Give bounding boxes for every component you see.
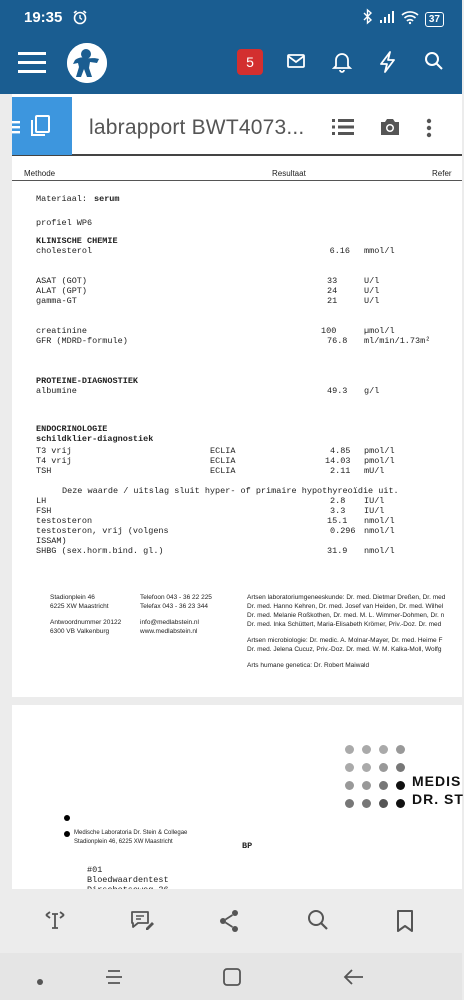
column-reference: Refer xyxy=(432,169,452,178)
document-page-2 xyxy=(12,705,462,905)
signal-icon xyxy=(379,10,395,29)
footer-micro-2: Dr. med. Jelena Cucuz, Priv.-Doz. Dr. med. W. M. Kalka-Moll, Wolfg xyxy=(247,646,442,653)
result-value: 0.296 xyxy=(330,526,356,536)
search-document-icon[interactable] xyxy=(307,909,329,936)
thyroid-note: Deze waarde / uitslag sluit hyper- of primaire hypothyreoïdie uit. xyxy=(62,486,399,496)
bell-icon[interactable] xyxy=(332,51,352,78)
wifi-icon xyxy=(401,10,419,29)
result-label: creatinine xyxy=(36,326,88,336)
document-title: labrapport BWT4073... xyxy=(89,116,305,139)
battery-icon: 37 xyxy=(425,12,444,27)
result-label: testosteron, vrij (volgens xyxy=(36,526,169,536)
result-method: ECLIA xyxy=(210,466,236,476)
recipient-line-1: #01 xyxy=(87,865,103,875)
bottom-toolbar xyxy=(0,889,462,953)
punch-mark xyxy=(64,831,70,837)
menu-icon[interactable] xyxy=(18,50,46,79)
result-unit: ml/min/1.73m² xyxy=(364,336,431,346)
result-value: 4.85 xyxy=(330,446,351,456)
result-label: gamma-GT xyxy=(36,296,77,306)
result-label-continued: ISSAM) xyxy=(36,536,67,546)
footer-email: info@medlabstein.nl xyxy=(140,619,199,626)
footer-micro-1: Artsen microbiologie: Dr. medic. A. Molnar-Mayer, Dr. med. Heime F xyxy=(247,637,443,644)
material-value: serum xyxy=(94,194,120,204)
result-unit: U/l xyxy=(364,286,380,296)
result-value: 14.03 xyxy=(325,456,351,466)
result-method: ECLIA xyxy=(210,446,236,456)
result-unit: mmol/l xyxy=(364,246,395,256)
result-unit: nmol/l xyxy=(364,526,395,536)
footer-doctors-1: Artsen laboratoriumgeneeskunde: Dr. med. Dietmar Dreßen, Dr. med xyxy=(247,594,446,601)
footer-address-3: Antwoordnummer 20122 xyxy=(50,619,122,626)
lab-name: Medische Laboratoria Dr. Stein & Collegae xyxy=(74,830,188,836)
camera-icon[interactable] xyxy=(379,118,401,141)
result-value: 31.9 xyxy=(327,546,348,556)
column-method: Methode xyxy=(24,169,56,178)
result-unit: nmol/l xyxy=(364,546,395,556)
result-label: testosteron xyxy=(36,516,93,526)
result-label: TSH xyxy=(36,466,52,476)
status-time: 19:35 xyxy=(24,9,63,26)
result-value: 49.3 xyxy=(327,386,348,396)
result-unit: U/l xyxy=(364,276,380,286)
search-icon[interactable] xyxy=(424,51,444,76)
notification-badge[interactable]: 5 xyxy=(237,49,263,75)
more-vert-icon[interactable] xyxy=(426,118,432,143)
result-unit: mU/l xyxy=(364,466,385,476)
comment-edit-icon[interactable] xyxy=(129,909,155,938)
result-unit: U/l xyxy=(364,296,380,306)
result-value: 24 xyxy=(327,286,338,296)
result-unit: pmol/l xyxy=(364,446,395,456)
footer-address-2: 6225 XW Maastricht xyxy=(50,603,109,610)
document-toolbar xyxy=(12,94,462,156)
lab-brand-line-1: MEDIS xyxy=(412,773,462,789)
result-label: ASAT (GOT) xyxy=(36,276,88,286)
material-label: Materiaal: xyxy=(36,194,88,204)
column-result: Resultaat xyxy=(272,169,306,178)
document-page-1 xyxy=(12,94,462,697)
result-unit: IU/l xyxy=(364,506,385,516)
footer-genetics: Arts humane genetica: Dr. Robert Maiwald xyxy=(247,662,370,669)
page2-code: BP xyxy=(242,841,253,851)
result-unit: IU/l xyxy=(364,496,385,506)
result-label: ALAT (GPT) xyxy=(36,286,88,296)
recent-apps-icon[interactable] xyxy=(104,967,124,992)
result-unit: µmol/l xyxy=(364,326,395,336)
footer-doctors-4: Dr. med. Inka Schüttert, Maria-Elisabeth Krömer, Priv.-Doz. Dr. med xyxy=(247,621,442,628)
nav-dot-icon[interactable] xyxy=(36,973,44,991)
back-icon[interactable] xyxy=(342,967,364,992)
result-value: 100 xyxy=(321,326,337,336)
footer-doctors-3: Dr. med. Melanie Roßkothen, Dr. med. M. L. Wimmer-Dohmen, Dr. n xyxy=(247,612,445,619)
result-label: LH xyxy=(36,496,47,506)
section-protein-diagnostics: PROTEINE-DIAGNOSTIEK xyxy=(36,376,139,386)
bookmark-icon[interactable] xyxy=(396,909,414,938)
list-icon[interactable] xyxy=(332,118,354,141)
result-value: 76.8 xyxy=(327,336,348,346)
result-label: T4 vrij xyxy=(36,456,72,466)
footer-website: www.medlabstein.nl xyxy=(140,628,198,635)
header-divider xyxy=(12,180,462,181)
text-select-icon[interactable] xyxy=(43,909,67,938)
result-value: 15.1 xyxy=(327,516,348,526)
section-thyroid: schildklier-diagnostiek xyxy=(36,434,154,444)
system-nav-bar xyxy=(0,953,462,1000)
result-label: T3 vrij xyxy=(36,446,72,456)
result-unit: g/l xyxy=(364,386,380,396)
section-clinical-chemistry: KLINISCHE CHEMIE xyxy=(36,236,118,246)
share-icon[interactable] xyxy=(218,909,240,938)
home-icon[interactable] xyxy=(222,967,242,992)
footer-fax: Telefax 043 - 36 23 344 xyxy=(140,603,208,610)
lightning-icon[interactable] xyxy=(379,51,397,78)
result-value: 6.16 xyxy=(329,246,350,256)
bluetooth-icon xyxy=(363,9,373,29)
lab-brand-line-2: DR. ST xyxy=(412,791,464,807)
result-value: 3.3 xyxy=(330,506,346,516)
result-value: 21 xyxy=(327,296,338,306)
alarm-icon xyxy=(72,9,88,30)
result-label: SHBG (sex.horm.bind. gl.) xyxy=(36,546,164,556)
footer-phone: Telefoon 043 - 36 22 225 xyxy=(140,594,212,601)
result-value: 33 xyxy=(327,276,338,286)
result-value: 2.8 xyxy=(330,496,346,506)
result-unit: nmol/l xyxy=(364,516,395,526)
app-logo[interactable] xyxy=(67,43,107,83)
punch-mark xyxy=(64,815,70,821)
app-bar xyxy=(0,36,462,94)
recipient-line-2: Bloedwaardentest xyxy=(87,875,169,885)
section-endocrinology: ENDOCRINOLOGIE xyxy=(36,424,108,434)
status-bar xyxy=(0,0,462,36)
footer-address-4: 6300 VB Valkenburg xyxy=(50,628,110,635)
lab-address: Stadionplein 46, 6225 XW Maastricht xyxy=(74,839,173,845)
footer-doctors-2: Dr. med. Hanno Kehren, Dr. med. Josef van Heiden, Dr. med. Wilhel xyxy=(247,603,444,610)
footer-address-1: Stadionplein 46 xyxy=(50,594,95,601)
result-label: GFR (MDRD-formule) xyxy=(36,336,128,346)
result-label: albumine xyxy=(36,386,77,396)
profile-text: profiel WP6 xyxy=(36,218,93,228)
mail-icon[interactable] xyxy=(286,51,306,76)
result-method: ECLIA xyxy=(210,456,236,466)
result-value: 2.11 xyxy=(330,466,351,476)
result-label: FSH xyxy=(36,506,52,516)
document-toggle[interactable] xyxy=(12,97,72,155)
result-unit: pmol/l xyxy=(364,456,395,466)
result-label: cholesterol xyxy=(36,246,93,256)
document-viewer[interactable] xyxy=(0,94,462,889)
